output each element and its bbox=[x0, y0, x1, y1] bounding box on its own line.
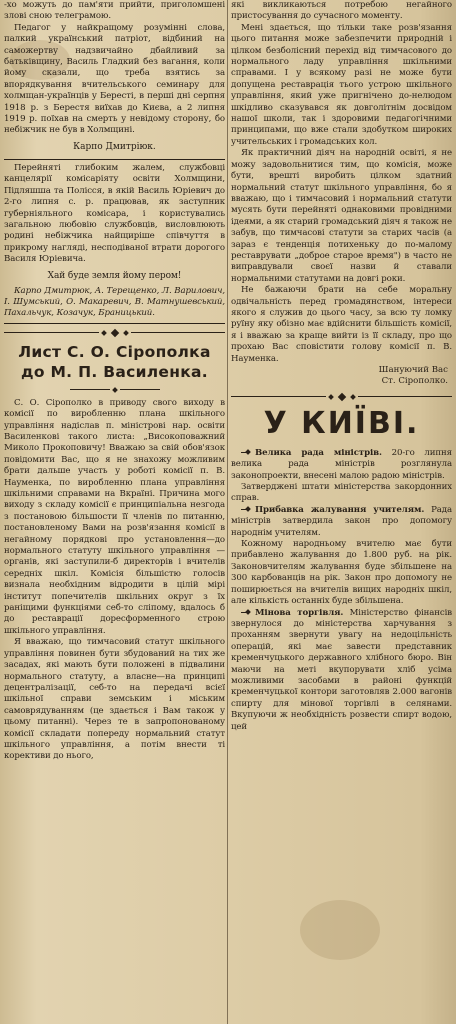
condolence-wish: Хай буде земля йому пером! bbox=[47, 270, 182, 281]
news-item bbox=[231, 448, 452, 482]
paragraph: Я вважаю, що тимчасовий статут шкільного управління повинен бути збудований на тих же засадах, які мають бути положені в підвалини нормального статуту, а власне—на принципі децентралізації, себ-то на передачі всієї шкільної справи земським і міським самоврядуванням (це здається і Вам також у цьому питанні). Через те в запропонованому комісії складати попереду нормальний статут шкільного управління, а потім внести ті корективи до нього, bbox=[4, 637, 225, 762]
signatories: Карпо Дмитрюк, А. Терещенко, Л. Варилович, І. Шумський, О. Макаревич, В. Матнушевський, Пахальчук, Козачук, Браницький. bbox=[4, 285, 225, 319]
news-item bbox=[231, 608, 452, 733]
ornament-divider bbox=[231, 394, 452, 400]
right-column bbox=[231, 0, 452, 1024]
paragraph: Перейняті глибоким жалем, службовці канцелярії комісаріяту освіти Холмщини, Підляшша та Полісся, в якій Василь Юріевич до 2-го липня с. р. працював, як заступник губерніяльного комісара, і користувались загальною любовію службовців, висловлюють родині небіжчика найщиріше співчуття в прикрому нагляді, несподіваної втрати дорогого Василя Юріевича. bbox=[4, 162, 225, 265]
news-item-lead: Мінова торгівля. bbox=[255, 607, 344, 618]
paragraph: Не бажаючи брати на себе моральну одвічальність перед громадянством, інтереси якого я служив до цього часу, за всю ту ломку руїну яку обізно має вдійснити більшість комісії, я і вважаю за краще вийти із її складу, про що прохаю Вас сповістити голову комісії п. В. Науменка. bbox=[231, 285, 452, 364]
condolence-box bbox=[4, 159, 225, 324]
news-item-text: 20-го липня велика рада міністрів розглянула законопроекти, внесені малою радою міністрів. bbox=[231, 447, 452, 481]
paragraph: Мені здається, що тільки таке розв'язання цього питання може забезпечити природній і цілком безболісний перехід від тимчасового до нормального ладу управління шкільними справами. І у всякому разі не може бути допущена реставрація тього устрою шкільного управління, який уже пригнічено до-нелюдом шкідливо сказувався як довголітнім досвідом нашої школи, так і здоровими педагогічними принципами, що вже стали здобутком широких учительських і громадських кол. bbox=[231, 22, 452, 147]
news-item bbox=[231, 505, 452, 539]
bullet-icon bbox=[241, 450, 251, 455]
paragraph: Педагог у найкращому розумінні слова, палкий український патріот, відбиний на саможертву надзвичайно дбайливий за батьківщину, Василь Гладкий без вагання, коли йому сказали, що треба взятись за впорядкування вчительського семинару для холмщан-українців у Бересті, в перші дні серпня 1918 р. з Берестя виїхав до Києва, а 2 липня 1919 р. поїхав на смерть у невідому сторону, бо небіжчик не був в Холмщині. bbox=[4, 22, 225, 136]
news-item-lead: Велика рада міністрів. bbox=[255, 447, 382, 458]
paragraph: Кожному народньому вчителю має бути прибавлено жалування до 1.800 руб. на рік. Законовчителям жалування буде збільшене на 300 карбованців на рік. Закон про допомогу не поширюється на вчителів вищих народніх шкіл, але кількість останніх буде збільшена. bbox=[231, 539, 452, 607]
paragraph: які викликаються потребою негайного пристосування до сучасного моменту. bbox=[231, 0, 452, 22]
ornament-divider bbox=[4, 330, 225, 336]
paragraph: Як практичний діяч на народній освіті, я не можу задовольнитися тим, що комісія, може бути, врешті виробить цілком здатний нормальний статут шкільного управління, бо я вважаю, що і тимчасовий і нормальний статути мусять бути перейняті однаковими провідними ідеями, а як старий громадський діяч я також не забув, що тимчасові статути за старих часів (а зараз є тенденція потихеньку до по-малому реставрувати „доброе старое время") в часто не виправдували своєї назви й ставали нормальними статутами на довгі роки. bbox=[231, 148, 452, 284]
closing: Шануючий Вас bbox=[378, 365, 448, 375]
bullet-icon bbox=[241, 610, 251, 615]
paragraph: -хо можуть до пам'яти прийти, приголомшені злові сною телеграмою. bbox=[4, 0, 225, 22]
signature: Карпо Дмитріюк. bbox=[73, 141, 156, 152]
left-column bbox=[4, 0, 225, 1024]
column-rule bbox=[227, 0, 228, 1024]
paragraph: С. О. Сірополко в приводу свого виходу в комісії по виробленню плана шкільного управління надіслав п. міністрові нар. освіти Василенкові такого листа: „Високоповажний Миколо Прокоповичу! Вважаю за свій обов'язок повідомити Вас, що я не знахожу можливим брати дальше участь у роботі комісії п. В. Науменка, по виробленню плана управління шкільними справами на Вкраїні. Причина мого виходу з складу комісії є принципіальна незгода з постановою більшости її членів по питанню, постановленому Вами на розв'язання комісії в негайному порядкові про установлення—до нормального статуту шкільного управління —органів, які заступили-б директорів і вчителів середніх шкіл. Комісія більшістю голосів визнала необхідним відродити в цілій мірі інститут попечителів шкільних округ з їх раніщими функціями себ-то сліпому, вдалось б до реставрації доресформенного строю шкільного управління. bbox=[4, 397, 225, 636]
signer: Ст. Сірополко. bbox=[381, 376, 448, 387]
bullet-icon bbox=[241, 507, 251, 512]
article-heading: Лист С. О. Сірополка до М. П. Василенка. bbox=[18, 342, 211, 381]
section-headline: У КИЇВІ. bbox=[263, 405, 420, 441]
news-item-lead: Прибавка жалування учителям. bbox=[255, 504, 425, 515]
news-item-text: Міністерство фінансів звернулося до міністерства харчування з проханням звернути увагу на недоцільність операцій, які має завести представник кременчуцького державного хлібного бюро. Він маючи на меті вкупорувати хліб усіма можливими засобами в районі функцій кременчуцької контори заготовляв 2.000 вагонів спирту для мінової торгівлі в селянами. Вкупуючи ж необхідність розвести спирт водою, цей bbox=[231, 607, 452, 732]
ornament-divider bbox=[4, 388, 225, 392]
news-item-text: Рада міністрів затвердила закон про допомогу народнім учителям. bbox=[231, 504, 452, 538]
paragraph: Затверджені штати міністерства закордонних справ. bbox=[231, 482, 452, 504]
